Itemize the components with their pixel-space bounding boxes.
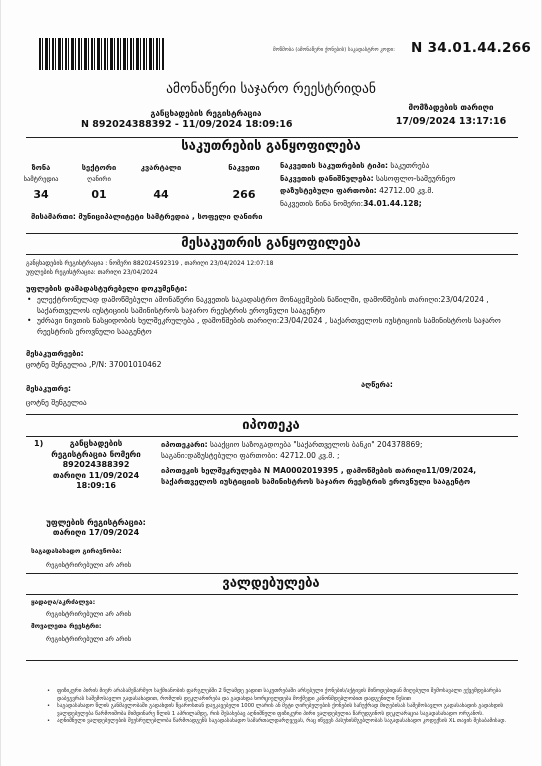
mortgage-app-reg-date: თარიღი 11/09/2024 18:09:16 bbox=[52, 470, 140, 490]
mortgage-app-reg-number: 892024388392 bbox=[62, 460, 130, 469]
obligations-section-title: ვალდებულება bbox=[222, 576, 320, 591]
barcode bbox=[39, 38, 164, 70]
quarter-label: კვარტალი bbox=[140, 163, 182, 172]
zone-label: ზონა bbox=[31, 163, 51, 172]
address-value: მუნიციპალიტეტი სამტრედია , სოფელი ღანირი bbox=[78, 212, 263, 221]
address bbox=[31, 211, 281, 222]
mortgage-app-reg bbox=[41, 439, 151, 492]
application-reg-label: განცხადების რეგისტრაცია bbox=[150, 109, 262, 118]
declared-area-label: დაზუსტებული ფართობი: bbox=[280, 186, 377, 195]
cadastral-code-header: N 34.01.44.266 bbox=[411, 40, 532, 56]
owner-section-title: მესაკუთრის განყოფილება bbox=[181, 236, 361, 251]
description-label: აღწერა: bbox=[361, 380, 393, 389]
right-registration bbox=[41, 518, 151, 538]
zone-value: 34 bbox=[33, 188, 49, 201]
footnote-item: • საგადასახადო წლის განმავლობაში გადახდის წყაროსთან დაუკავებელი 1000 ლარის ან მეტი ღირებულების ქონების საჩუქრად მიღებისას საშემოსავლო გადასახადის გადახდის ვალდებულება წარმოიშობა მიმდინარე წლის 1 აპრილამდე, რის შესახებაც აღნიშნული ფიზიკური პირი ვალდებულია წარუდგინოს დეკლარაცია საგადასახადო ორგანოს. bbox=[57, 703, 515, 718]
sector-value: 01 bbox=[91, 188, 107, 201]
divider bbox=[26, 414, 518, 415]
registry-extract-page bbox=[1, 0, 541, 766]
owner-value: ცოტნე შენგელია bbox=[26, 398, 87, 407]
quarter-value: 44 bbox=[153, 188, 169, 201]
tax-lien-label: საგადასახადო გირავნობა: bbox=[31, 547, 122, 555]
sector-label: სექტორი bbox=[81, 163, 117, 172]
prev-number-value: 34.01.44.128; bbox=[363, 198, 422, 208]
property-section-title: საკუთრების განყოფილება bbox=[181, 139, 361, 154]
right-reg-date: თარიღი 17/09/2024 bbox=[52, 528, 140, 537]
divider bbox=[26, 436, 518, 437]
rights-docs-list bbox=[37, 295, 515, 337]
divider bbox=[26, 233, 518, 234]
prev-number-label: ნაკვეთის წინა ნომერი: bbox=[280, 198, 364, 208]
owner-reg-line1: განცხადების რეგისტრაცია : ნომერი 882024592319 , თარიღი 23/04/2024 12:07:18 bbox=[26, 260, 274, 267]
owners-value: ცოტნე შენგელია ,P/N: 37001010462 bbox=[26, 360, 162, 369]
subject-value: დაზუსტებული ფართობი: 42712.00 კვ.მ. ; bbox=[187, 451, 340, 460]
divider bbox=[26, 573, 518, 574]
rights-docs-label: უფლების დამადასტურებელი დოკუმენტი: bbox=[26, 284, 188, 293]
divider bbox=[26, 594, 518, 595]
debtors-label: მოვალეთა რეესტრი: bbox=[31, 622, 102, 630]
divider bbox=[26, 137, 518, 138]
address-label: მისამართი: bbox=[31, 212, 76, 221]
divider bbox=[26, 660, 518, 661]
rights-doc-item: • ელექტრონულად დამოწმებული ამონაწერი ნაკვეთის საკადასტრო მონაცემების ნაწილში, დამოწმების თარიღი:23/04/2024 , საქართველოს იუსტიციის სამინისტროს საჯარო რეესტრის ეროვნული სააგენტო bbox=[37, 295, 515, 316]
application-reg-value: N 892024388392 - 11/09/2024 18:09:16 bbox=[81, 119, 293, 130]
parcel-value: 266 bbox=[232, 188, 256, 201]
quarter-col bbox=[131, 163, 191, 201]
tax-lien-value: რეგისტრირებული არ არის bbox=[46, 561, 132, 569]
footnote-item: • აღნიშნული ვალდებულების შეუსრულებლობა წარმოადგენს საგადასახადო სამართალდარღვევას, რაც იწვევს პასუხისმგებლობას საგადასახადო კოდექსის XL თავის შესაბამისად. bbox=[57, 718, 515, 726]
parcel-details bbox=[280, 160, 520, 210]
seizure-value: რეგისტრირებული არ არის bbox=[46, 610, 132, 618]
mortgage-num: 1) bbox=[34, 439, 44, 448]
parcel-label: ნაკვეთი bbox=[228, 163, 260, 172]
zone-sub: სამტრედია bbox=[23, 175, 59, 183]
sector-col bbox=[74, 163, 124, 201]
prepared-date-value: 17/09/2024 13:17:16 bbox=[395, 116, 507, 127]
mortgagee-label: იპოთეკარი: bbox=[161, 440, 208, 449]
parcel-col bbox=[219, 163, 269, 201]
owner-registration bbox=[26, 259, 273, 277]
owner-reg-line2: უფლების რეგისტრაცია: თარიღი 23/04/2024 bbox=[26, 269, 158, 276]
ownership-type-value: საკუთრება bbox=[390, 161, 430, 170]
debtors-value: რეგისტრირებული არ არის bbox=[46, 635, 132, 643]
doc-title: ამონაწერი საჯარო რეესტრიდან bbox=[166, 81, 376, 97]
prepared-date-label: მომზადების თარიღი bbox=[408, 103, 494, 112]
owner-label: მესაკუთრე: bbox=[26, 384, 71, 393]
declared-area-value: 42712.00 კვ.მ. bbox=[379, 186, 434, 195]
rights-doc-item: • უძრავი ნივთის ნასყიდობის ხელშეკრულება , დამოწმების თარიღი:23/04/2024 , საქართველოს იუსტიციის სამინისტროს საჯარო რეესტრის ეროვნული სააგენტო bbox=[37, 316, 515, 337]
barcode-caption: მოწმობა (ამონაწერი ქონების) საკადასტრო კოდი: bbox=[273, 47, 395, 53]
subject-label: საგანი: bbox=[161, 451, 188, 460]
footnotes bbox=[57, 688, 515, 726]
mortgage-details bbox=[161, 439, 517, 487]
seizure-label: ყადაღა/აკრძალვა: bbox=[31, 598, 96, 606]
right-reg-label: უფლების რეგისტრაცია: bbox=[46, 518, 146, 527]
divider bbox=[26, 254, 518, 255]
ownership-type-label: ნაკვეთის საკუთრების ტიპი: bbox=[280, 161, 389, 170]
owners-label: მესაკუთრეები: bbox=[26, 349, 84, 358]
mortgage-contract: იპოთეკის ხელშეკრულება N MA0002019395 , დამოწმების თარიღი11/09/2024, საქართველოს იუსტიციის სამინისტროს საჯარო რეესტრის ეროვნული სააგენტო bbox=[161, 466, 477, 486]
parcel-purpose-label: ნაკვეთის დანიშნულება: bbox=[280, 173, 374, 183]
mortgage-app-reg-label: განცხადების რეგისტრაცია ნომერი bbox=[51, 439, 141, 459]
mortgagee-value: სააქციო საზოგადოება "საქართველოს ბანკი" 204378869; bbox=[209, 440, 423, 449]
mortgage-section-title: იპოთეკა bbox=[242, 418, 300, 433]
sector-sub: ღანირი bbox=[87, 175, 111, 183]
footnote-item: • ფიზიკური პირის მიერ არასამეწარმეო საქმიანობის ფარგლებში 2 წლამდე ვადით საკუთრებაში არსებული ქონების/აქტივის მიწოდებიდან მიღებული შემოსავალი ექვემდებარება დაბეგვრას საშემოსავლო გადასახადით, რომლის დეკლარირება და გადახდა ხორციელდება მოქმედი კანონმდებლობით დადგენილი წესით bbox=[57, 688, 515, 703]
zone-col bbox=[21, 163, 61, 201]
parcel-purpose-value: სასოფლო-სამეურნეო bbox=[376, 173, 456, 183]
